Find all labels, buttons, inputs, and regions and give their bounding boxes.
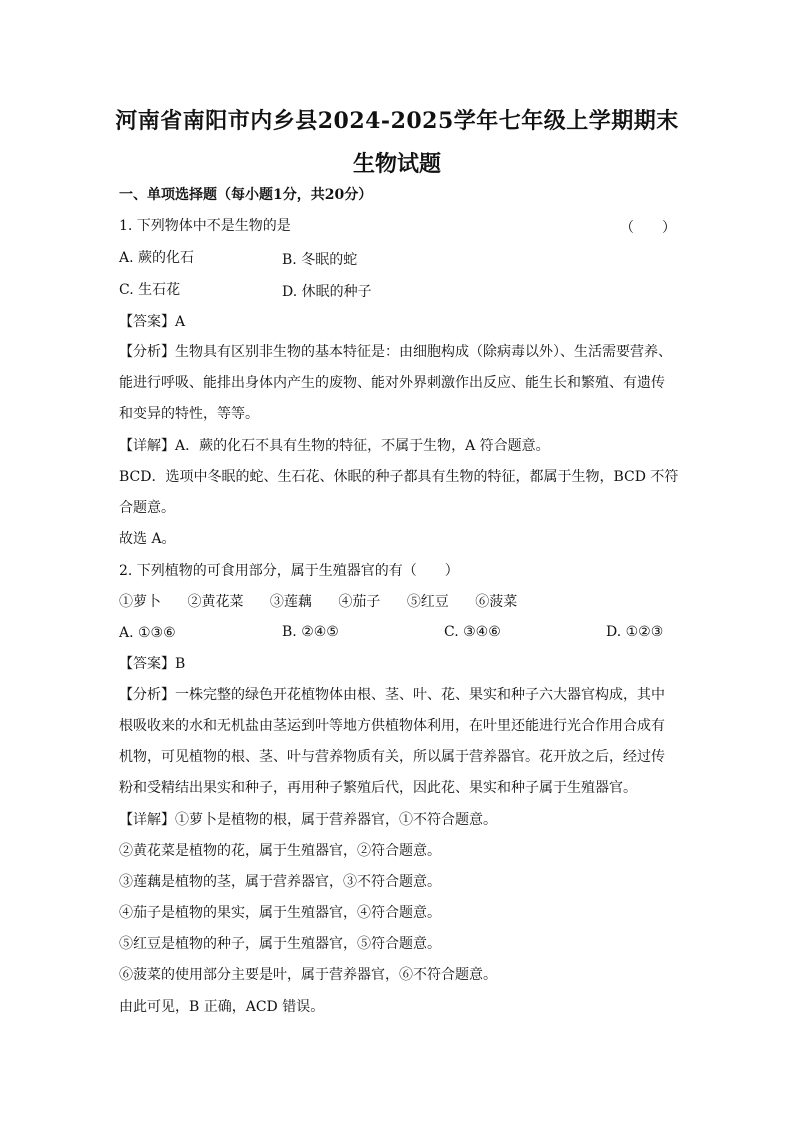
question-1-option-c: C. 生石花	[119, 282, 181, 298]
question-1-detail-line: 【详解】A．蕨的化石不具有生物的特征，不属于生物，A 符合题意。	[119, 438, 550, 454]
question-2-detail-line: ⑥菠菜的使用部分主要是叶，属于营养器官，⑥不符合题意。	[119, 967, 497, 983]
question-2-option-a: A. ①③⑥	[119, 625, 176, 641]
question-2-detail-line: ③莲藕是植物的茎，属于营养器官，③不符合题意。	[119, 874, 441, 890]
question-2-item: ⑤红豆	[406, 594, 449, 610]
document-subtitle: 生物试题	[352, 151, 441, 177]
question-2-analysis-line: 机物，可见植物的根、茎、叶与营养物质有关，所以属于营养器官。花开放之后，经过传	[119, 749, 665, 765]
question-2-item: ⑥菠菜	[475, 594, 518, 610]
question-1-analysis-line: 能进行呼吸、能排出身体内产生的废物、能对外界刺激作出反应、能生长和繁殖、有遗传	[119, 375, 665, 391]
question-1-analysis-line: 【分析】生物具有区别非生物的基本特征是：由细胞构成（除病毒以外）、生活需要营养、	[119, 344, 672, 360]
section-heading: 一、单项选择题（每小题1分，共20分）	[119, 187, 373, 203]
question-2-stem: 2. 下列植物的可食用部分，属于生殖器官的有（ ）	[119, 563, 459, 579]
question-2-answer: 【答案】B	[119, 656, 186, 672]
question-2-item: ④茄子	[338, 594, 381, 610]
question-1-option-d: D. 休眠的种子	[282, 284, 372, 300]
question-2-item: ①萝卜	[119, 594, 161, 610]
document-title: 河南省南阳市内乡县2024-2025学年七年级上学期期末	[115, 108, 679, 134]
question-1-stem: 1. 下列物体中不是生物的是	[119, 218, 291, 234]
question-2-detail-line: ④茄子是植物的果实，属于生殖器官，④符合题意。	[119, 905, 441, 921]
question-1-detail-line: BCD．选项中冬眠的蛇、生石花、休眠的种子都具有生物的特征，都属于生物，BCD 不符	[119, 469, 679, 485]
question-1-detail-line: 合题意。	[119, 500, 175, 516]
question-2-option-c: C. ③④⑥	[444, 624, 501, 640]
question-2-analysis-line: 【分析】一株完整的绿色开花植物体由根、茎、叶、花、果实和种子六大器官构成，其中	[119, 687, 665, 703]
question-2-items	[119, 593, 539, 611]
question-2-analysis-line: 根吸收来的水和无机盐由茎运到叶等地方供植物体利用，在叶里还能进行光合作用合成有	[119, 718, 665, 734]
question-1-option-a: A. 蕨的化石	[119, 250, 195, 266]
question-1-answer-blank: （ ）	[620, 220, 676, 236]
question-1-answer: 【答案】A	[119, 314, 186, 330]
question-2-option-d: D. ①②③	[606, 624, 664, 640]
question-1-detail-line: 故选 A。	[119, 531, 176, 547]
question-1-analysis-line: 和变异的特性，等等。	[119, 406, 259, 422]
question-2-analysis-line: 粉和受精结出果实和种子，再用种子繁殖后代，因此花、果实和种子属于生殖器官。	[119, 780, 637, 796]
question-2-option-b: B. ②④⑤	[282, 624, 339, 640]
question-2-detail-line: 【详解】①萝卜是植物的根，属于营养器官，①不符合题意。	[119, 812, 497, 828]
question-2-detail-line: ②黄花菜是植物的花，属于生殖器官，②符合题意。	[119, 843, 441, 859]
question-2-detail-line: 由此可见，B 正确，ACD 错误。	[119, 999, 325, 1015]
question-2-item: ③莲藕	[269, 594, 312, 610]
question-2-item: ②黄花菜	[187, 594, 244, 610]
question-1-option-b: B. 冬眠的蛇	[282, 252, 358, 268]
question-2-detail-line: ⑤红豆是植物的种子，属于生殖器官，⑤符合题意。	[119, 936, 441, 952]
